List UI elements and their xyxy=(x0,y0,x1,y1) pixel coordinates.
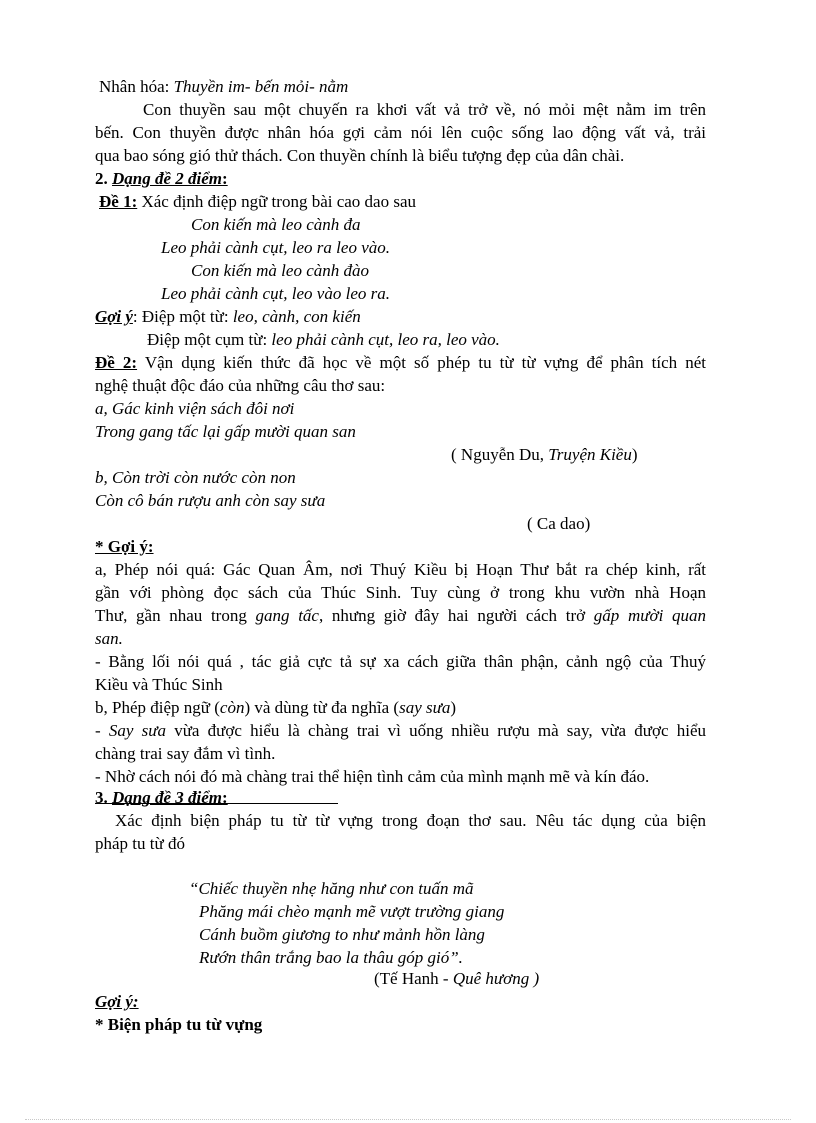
exercise-1-prompt: Đề 1: Xác định điệp ngữ trong bài cao dao sau xyxy=(99,192,417,211)
hint-1-line-2: Điệp một cụm từ: leo phải cành cụt, leo ra, leo vào. xyxy=(147,330,500,349)
hint-3-heading: Gợi ý: xyxy=(95,992,139,1011)
exercise-label: Đề 2: xyxy=(95,353,138,372)
citation: ( Nguyễn Du, Truyện Kiều) xyxy=(451,445,638,464)
answer-line: san. xyxy=(95,629,123,648)
page-bottom-border xyxy=(25,1119,791,1120)
hint-1: Gợi ý: Điệp một từ: leo, cành, con kiến xyxy=(95,307,361,326)
answer-line: - Nhờ cách nói đó mà chàng trai thể hiện tình cảm của mình mạnh mẽ và kín đáo. xyxy=(95,767,650,786)
answer-line: gần với phòng đọc sách của Thúc Sinh. Tuy cùng ở trong khu vườn nhà Hoạn xyxy=(95,583,706,602)
hint-2-heading: * Gợi ý: xyxy=(95,537,154,556)
section-2-heading: 2. Dạng đề 2 điểm: xyxy=(95,169,228,188)
poem-line: Leo phải cành cụt, leo ra leo vào. xyxy=(161,238,390,257)
technique-heading: * Biện pháp tu từ vựng xyxy=(95,1015,263,1034)
poem-line: a, Gác kinh viện sách đôi nơi xyxy=(95,399,295,418)
poem-line: Con kiến mà leo cành đa xyxy=(191,215,361,234)
exercise-label: Đề 1: xyxy=(99,192,138,211)
answer-line: a, Phép nói quá: Gác Quan Âm, nơi Thuý Kiều bị Hoạn Thư bắt ra chép kinh, rất xyxy=(95,560,706,579)
poem-line: Cánh buồm giương to như mảnh hồn làng xyxy=(199,925,485,944)
answer-line: Kiều và Thúc Sinh xyxy=(95,675,223,694)
task-3-line: Xác định biện pháp tu từ từ vựng trong đoạn thơ sau. Nêu tác dụng của biện xyxy=(115,811,706,830)
answer-line: Thư, gần nhau trong gang tấc, nhưng giờ đây hai người cách trở gấp mười quan xyxy=(95,606,706,625)
exercise-2-prompt: Đề 2: Vận dụng kiến thức đã học về một số phép tu từ từ vựng để phân tích nét xyxy=(95,353,707,372)
label-text: Nhân hóa: xyxy=(99,77,174,96)
poem-line: Phăng mái chèo mạnh mẽ vượt trường giang xyxy=(199,902,505,921)
paragraph-line: bến. Con thuyền được nhân hóa gợi cảm nói lên cuộc sống lao động vất vả, trải xyxy=(95,123,706,142)
italic-text: Thuyền im- bến mỏi- nằm xyxy=(173,77,349,96)
poem-line: Leo phải cành cụt, leo vào leo ra. xyxy=(161,284,390,303)
poem-line: Còn cô bán rượu anh còn say sưa xyxy=(95,491,326,510)
section-3-heading: 3. Dạng đề 3 điểm: xyxy=(95,788,228,807)
heading-underline xyxy=(95,803,338,804)
personification-line xyxy=(99,76,348,98)
citation: ( Ca dao) xyxy=(527,514,591,533)
poem-line: Rướn thân trắng bao la thâu góp gió”. xyxy=(199,948,463,967)
poem-line: Con kiến mà leo cành đào xyxy=(191,261,369,280)
poem-line: “Chiếc thuyền nhẹ hăng như con tuấn mã xyxy=(189,879,474,898)
answer-line: b, Phép điệp ngữ (còn) và dùng từ đa nghĩa (say sưa) xyxy=(95,698,457,717)
paragraph-line: Con thuyền sau một chuyến ra khơi vất vả trở về, nó mỏi mệt nằm im trên xyxy=(143,100,706,119)
exercise-2-prompt-line-2: nghệ thuật độc đáo của những câu thơ sau: xyxy=(95,376,386,395)
poem-line: b, Còn trời còn nước còn non xyxy=(95,468,296,487)
citation: (Tế Hanh - Quê hương ) xyxy=(374,969,540,988)
answer-line: - Bằng lối nói quá , tác giả cực tả sự xa cách giữa thân phận, cảnh ngộ của Thuý xyxy=(95,652,706,671)
task-3-line: pháp tu từ đó xyxy=(95,834,185,853)
answer-line: - Say sưa vừa được hiểu là chàng trai vì uống nhiều rượu mà say, vừa được hiểu xyxy=(95,721,706,740)
hint-label: Gợi ý xyxy=(95,307,133,326)
answer-line: chàng trai say đắm vì tình. xyxy=(95,744,276,763)
poem-line: Trong gang tấc lại gấp mười quan san xyxy=(95,422,356,441)
paragraph-line: qua bao sóng gió thử thách. Con thuyền chính là biểu tượng đẹp của dân chài. xyxy=(95,146,625,165)
